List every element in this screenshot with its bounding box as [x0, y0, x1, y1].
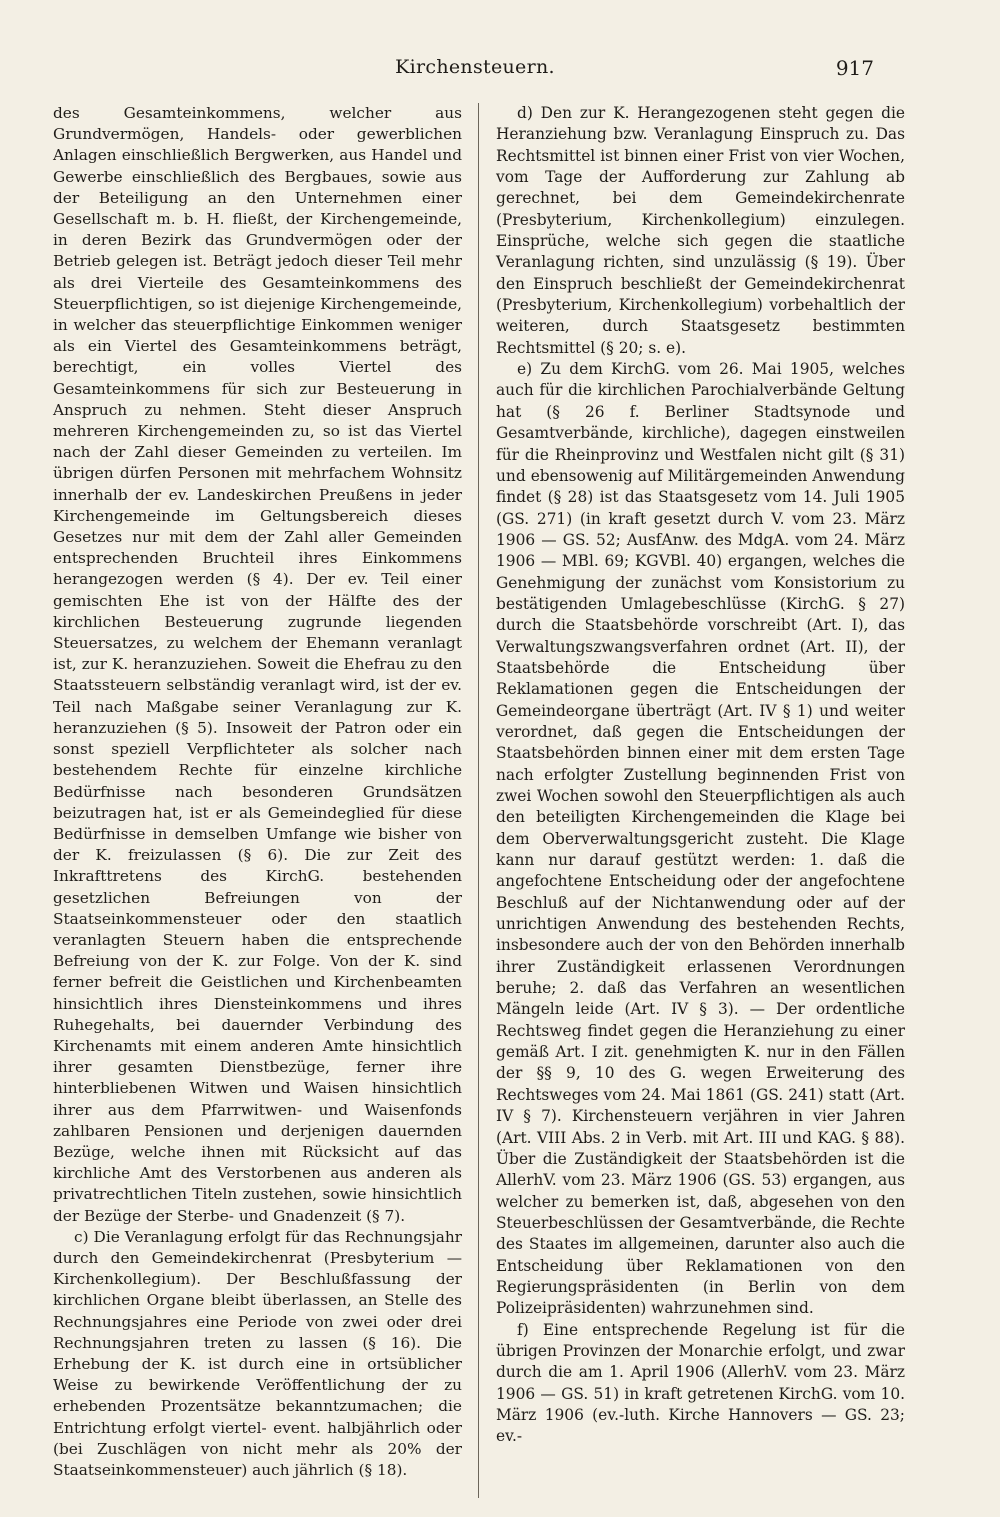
- page-number: 917: [835, 56, 874, 80]
- left-column: [53, 103, 462, 1481]
- paragraph-c-assessment: c) Die Veranlagung erfolgt für das Rechnungsjahr durch den Gemeindekirchenrat (Presbyterium — Kirchenkollegium). Der Beschlußfassung der kirchlichen Organe bleibt überlassen, an Stelle des Rechnungsjahres eine Periode von zwei oder drei Rechnungsjahren treten zu lassen (§ 16). Die Erhebung der K. ist durch eine in ortsüblicher Weise zu bewirkende Veröffentlichung der zu erhebenden Prozentsätze bekanntzumachen; die Entrichtung erfolgt viertel- event. halbjährlich oder (bei Zuschlägen von nicht mehr als 20% der Staatseinkommensteuer) auch jährlich (§ 18).: [53, 1227, 462, 1479]
- paragraph-d-objection: d) Den zur K. Herangezogenen steht gegen die Heranziehung bzw. Veranlagung Einspruch zu. Das Rechtsmittel ist binnen einer Frist von vier Wochen, vom Tage der Aufforderung zur Zahlung ab gerechnet, bei dem Gemeindekirchenrate (Presbyterium, Kirchenkollegium) einzulegen. Einsprüche, welche sich gegen die staatliche Veranlagung richten, sind unzulässig (§ 19). Über den Einspruch beschließt der Gemeindekirchenrat (Presbyterium, Kirchenkollegium) vorbehaltlich der weiteren, durch Staatsgesetz bestimmten Rechtsmittel (§ 20; s. e).: [496, 104, 905, 357]
- right-column: [496, 103, 905, 1448]
- paragraph-e-state-law: e) Zu dem KirchG. vom 26. Mai 1905, welches auch für die kirchlichen Parochialverbände Geltung hat (§ 26 f. Berliner Stadtsynode und Gesamtverbände, kirchliche), dagegen einstweilen für die Rheinprovinz und Westfalen nicht gilt (§ 31) und ebensowenig auf Militärgemeinden Anwendung findet (§ 28) ist das Staatsgesetz vom 14. Juli 1905 (GS. 271) (in kraft gesetzt durch V. vom 23. März 1906 — GS. 52; AusfAnw. des MdgA. vom 24. März 1906 — MBl. 69; KGVBl. 40) ergangen, welches die Genehmigung der zunächst vom Konsistorium zu bestätigenden Umlagebeschlüsse (KirchG. § 27) durch die Staatsbehörde vorschreibt (Art. I), das Verwaltungszwangsverfahren ordnet (Art. II), der Staatsbehörde die Entscheidung über Reklamationen gegen die Entscheidungen der Gemeindeorgane überträgt (Art. IV § 1) und weiter verordnet, daß gegen die Entscheidungen der Staatsbehörden binnen einer mit dem ersten Tage nach erfolgter Zustellung beginnenden Frist von zwei Wochen sowohl den Steuerpflichtigen als auch den beteiligten Kirchengemeinden die Klage bei dem Oberverwaltungsgericht zusteht. Die Klage kann nur darauf gestützt werden: 1. daß die angefochtene Entscheidung oder der angefochtene Beschluß auf der Nichtanwendung oder auf der unrichtigen Anwendung des bestehenden Rechts, insbesondere auch der von den Behörden innerhalb ihrer Zuständigkeit erlassenen Verordnungen beruhe; 2. daß das Verfahren an wesentlichen Mängeln leide (Art. IV § 3). — Der ordentliche Rechtsweg findet gegen die Heranziehung zu einer gemäß Art. I zit. genehmigten K. nur in den Fällen der §§ 9, 10 des G. wegen Erweiterung des Rechtsweges vom 24. Mai 1861 (GS. 241) statt (Art. IV § 7). Kirchensteuern verjähren in vier Jahren (Art. VIII Abs. 2 in Verb. mit Art. III und KAG. § 88). Über die Zuständigkeit der Staatsbehörden ist die AllerhV. vom 23. März 1906 (GS. 53) ergangen, aus welcher zu bemerken ist, daß, abgesehen von den Steuerbeschlüssen der Gesamtverbände, die Rechte des Staates im allgemeinen, darunter also auch die Entscheidung über Reklamationen von den Regierungspräsidenten (in Berlin von dem Polizeipräsidenten) wahrzunehmen sind.: [496, 360, 905, 1318]
- paragraph-exemptions: des Gesamteinkommens, welcher aus Grundvermögen, Handels- oder gewerblichen Anlagen einschließlich Bergwerken, aus Handel und Gewerbe einschließlich des Bergbaues, sowie aus der Beteiligung an den Unternehmen einer Gesellschaft m. b. H. fließt, der Kirchengemeinde, in deren Bezirk das Grundvermögen oder der Betrieb gelegen ist. Beträgt jedoch dieser Teil mehr als drei Vierteile des Gesamteinkommens des Steuerpflichtigen, so ist diejenige Kirchengemeinde, in welcher das steuerpflichtige Einkommen weniger als ein Viertel des Gesamteinkommens beträgt, berechtigt, ein volles Viertel des Gesamteinkommens für sich zur Besteuerung in Anspruch zu nehmen. Steht dieser Anspruch mehreren Kirchengemeinden zu, so ist das Viertel nach der Zahl dieser Gemeinden zu verteilen. Im übrigen dürfen Personen mit mehrfachem Wohnsitz innerhalb der ev. Landeskirchen Preußens in jeder Kirchengemeinde im Geltungsbereich dieses Gesetzes nur mit dem der Zahl aller Gemeinden entsprechenden Bruchteil ihres Einkommens herangezogen werden (§ 4). Der ev. Teil einer gemischten Ehe ist von der Hälfte des der kirchlichen Besteuerung zugrunde liegenden Steuersatzes, zu welchem der Ehemann veranlagt ist, zur K. heranzuziehen. Soweit die Ehefrau zu den Staatssteuern selbständig veranlagt wird, ist der ev. Teil nach Maßgabe seiner Veranlagung zur K. heranzuziehen (§ 5). Insoweit der Patron oder ein sonst speziell Verpflichteter als solcher nach bestehendem Rechte für einzelne kirchliche Bedürfnisse nach besonderen Grundsätzen beizutragen hat, ist er als Gemeindeglied für diese Bedürfnisse in demselben Umfange wie bisher von der K. freizulassen (§ 6). Die zur Zeit des Inkrafttretens des KirchG. bestehenden gesetzlichen Befreiungen von der Staatseinkommensteuer oder den staatlich veranlagten Steuern haben die entsprechende Befreiung von der K. zur Folge. Von der K. sind ferner befreit die Geistlichen und Kirchenbeamten hinsichtlich ihres Diensteinkommens und ihres Ruhegehalts, bei dauernder Verbindung des Kirchenamts mit einem anderen Amte hinsichtlich ihrer gesamten Dienstbezüge, ferner ihre hinterbliebenen Witwen und Waisen hinsichtlich ihrer aus dem Pfarrwitwen- und Waisenfonds zahlbaren Pensionen und derjenigen dauernden Bezüge, welche ihnen mit Rücksicht auf das kirchliche Amt des Verstorbenen aus anderen als privatrechtlichen Titeln zustehen, sowie hinsichtlich der Bezüge der Sterbe- und Gnadenzeit (§ 7).: [53, 104, 462, 1225]
- page-header: [0, 56, 1000, 86]
- column-divider: [478, 103, 479, 1498]
- running-head: Kirchensteuern.: [395, 56, 555, 78]
- paragraph-f-provinces: f) Eine entsprechende Regelung ist für die übrigen Provinzen der Monarchie erfolgt, und zwar durch die am 1. April 1906 (AllerhV. vom 23. März 1906 — GS. 51) in kraft getretenen KirchG. vom 10. März 1906 (ev.-luth. Kirche Hannovers — GS. 23; ev.-: [496, 1320, 905, 1446]
